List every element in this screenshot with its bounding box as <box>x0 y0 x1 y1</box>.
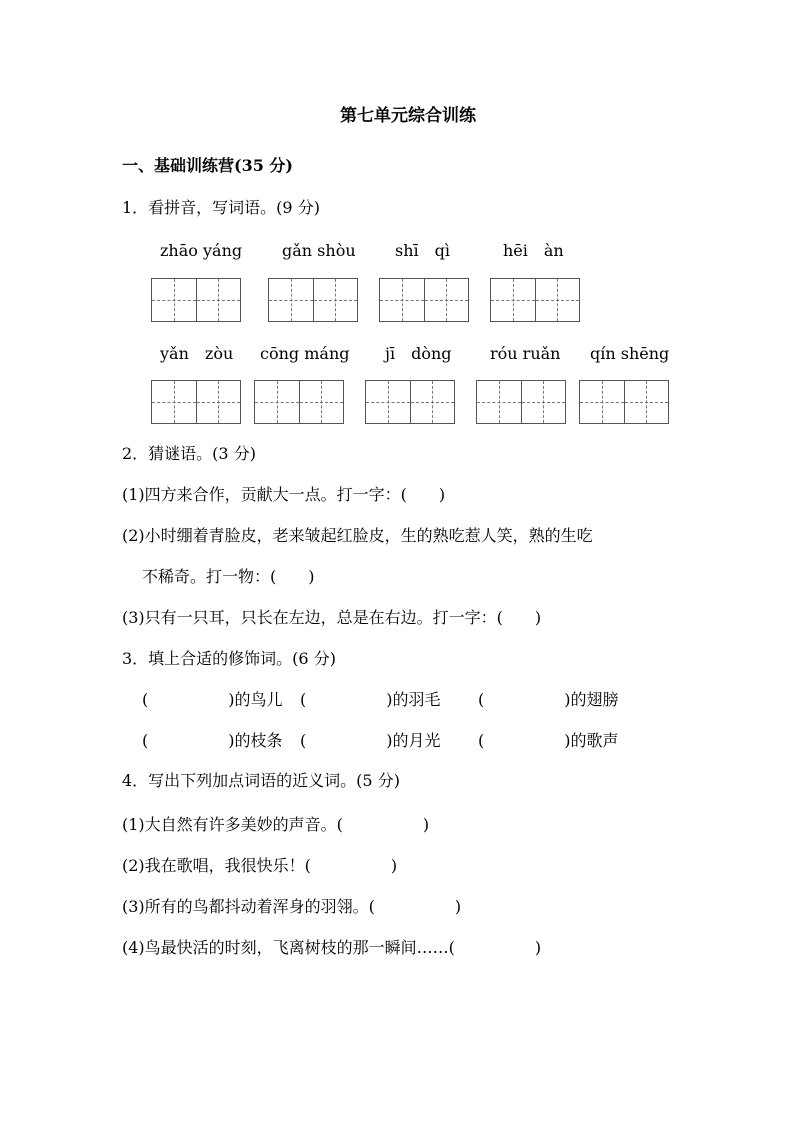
tianzige-answer-box[interactable] <box>151 380 241 424</box>
fill-blank-item[interactable]: ( )的歌声 <box>478 731 619 750</box>
synonym-item[interactable]: (3)所有的鸟都抖动着浑身的羽翎。( ) <box>122 897 462 916</box>
pinyin-label: róu ruǎn <box>490 344 561 363</box>
tianzige-answer-box[interactable] <box>379 278 469 322</box>
tianzige-answer-box[interactable] <box>476 380 566 424</box>
tianzige-answer-box[interactable] <box>490 278 580 322</box>
question-3-prompt: 3．填上合适的修饰词。(6 分) <box>122 649 336 668</box>
pinyin-label: cōng máng <box>260 344 350 363</box>
riddle-3: (3)只有一只耳，只长在左边，总是在右边。打一字：( ) <box>122 608 542 627</box>
pinyin-label: yǎn zòu <box>160 344 234 363</box>
question-2-prompt: 2．猜谜语。(3 分) <box>122 444 256 463</box>
pinyin-label: qín shēng <box>590 344 670 363</box>
pinyin-label: zhāo yáng <box>160 241 243 260</box>
riddle-1: (1)四方来合作，贡献大一点。打一字：( ) <box>122 485 446 504</box>
question-4-prompt: 4．写出下列加点词语的近义词。(5 分) <box>122 771 400 790</box>
tianzige-answer-box[interactable] <box>254 380 344 424</box>
tianzige-answer-box[interactable] <box>268 278 358 322</box>
fill-blank-item[interactable]: ( )的月光 <box>300 731 441 750</box>
fill-blank-item[interactable]: ( )的鸟儿 <box>142 690 283 709</box>
synonym-item[interactable]: (2)我在歌唱，我很快乐！( ) <box>122 856 398 875</box>
page-title: 第七单元综合训练 <box>340 106 476 126</box>
synonym-item[interactable]: (1)大自然有许多美妙的声音。( ) <box>122 815 430 834</box>
fill-blank-item[interactable]: ( )的翅膀 <box>478 690 619 709</box>
pinyin-label: shī qì <box>395 241 450 260</box>
tianzige-answer-box[interactable] <box>151 278 241 322</box>
pinyin-label: jī dòng <box>385 344 452 363</box>
tianzige-answer-box[interactable] <box>579 380 669 424</box>
pinyin-label: hēi àn <box>503 241 564 260</box>
fill-blank-item[interactable]: ( )的羽毛 <box>300 690 441 709</box>
synonym-item[interactable]: (4)鸟最快活的时刻，飞离树枝的那一瞬间……( ) <box>122 938 542 957</box>
question-1-prompt: 1．看拼音，写词语。(9 分) <box>122 198 320 217</box>
section-heading: 一、基础训练营(35 分) <box>122 156 293 175</box>
fill-blank-item[interactable]: ( )的枝条 <box>142 731 283 750</box>
riddle-2: (2)小时绷着青脸皮，老来皱起红脸皮，生的熟吃惹人笑，熟的生吃 <box>122 526 593 545</box>
pinyin-label: gǎn shòu <box>282 241 356 260</box>
riddle-2-continued: 不稀奇。打一物：( ) <box>142 567 315 586</box>
tianzige-answer-box[interactable] <box>365 380 455 424</box>
